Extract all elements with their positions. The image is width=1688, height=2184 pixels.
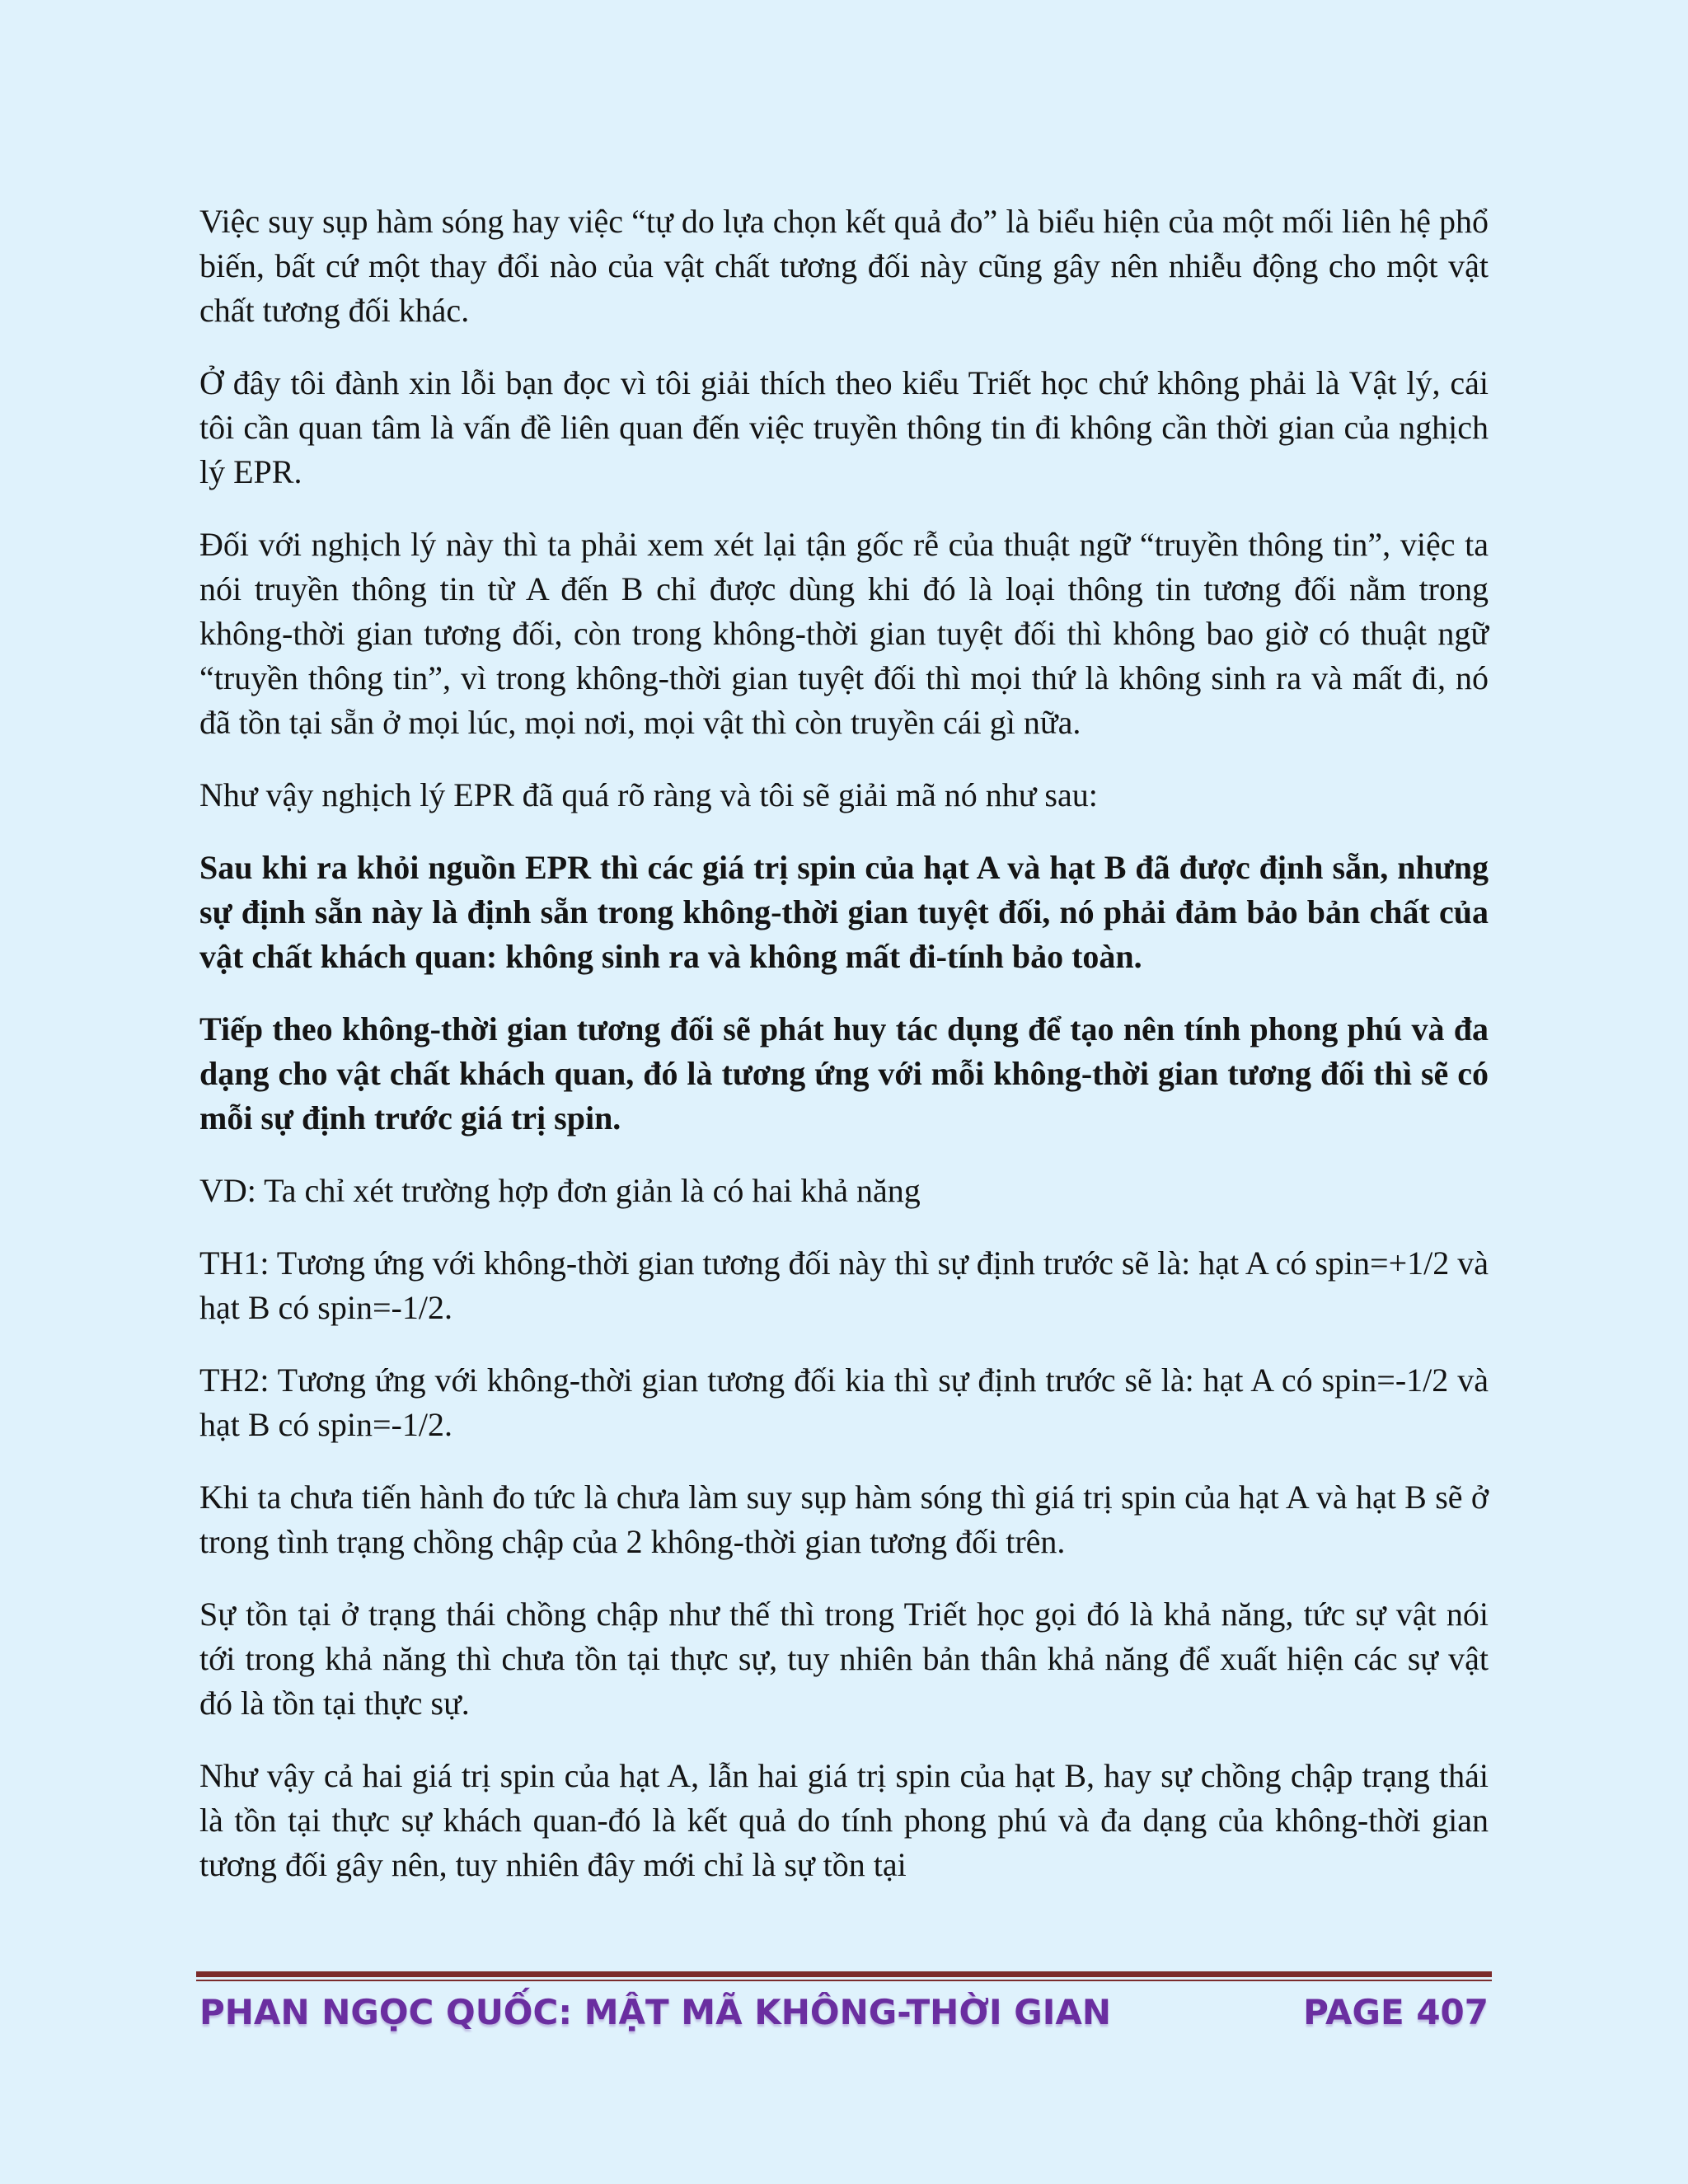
page-footer bbox=[199, 1986, 1489, 2039]
footer-divider-thick bbox=[196, 1971, 1492, 1977]
footer-page-number: PAGE 407 bbox=[1303, 1992, 1489, 2032]
footer-divider-thin bbox=[196, 1980, 1492, 1981]
paragraph-7: VD: Ta chỉ xét trường hợp đơn giản là có hai khả năng bbox=[199, 1172, 921, 1209]
paragraph-6-bold: Tiếp theo không-thời gian tương đối sẽ phát huy tác dụng để tạo nên tính phong phú và đa dạng cho vật chất khách quan, đó là tương ứng với mỗi không-thời gian tương đối thì sẽ có mỗi sự định trước giá trị spin. bbox=[199, 1010, 1489, 1137]
paragraph-9: TH2: Tương ứng với không-thời gian tương đối kia thì sự định trước sẽ là: hạt A có spin=-1/2 và hạt B có spin=-1/2. bbox=[199, 1361, 1489, 1443]
paragraph-8: TH1: Tương ứng với không-thời gian tương đối này thì sự định trước sẽ là: hạt A có spin=+1/2 và hạt B có spin=-1/2. bbox=[199, 1244, 1489, 1326]
paragraph-5-bold: Sau khi ra khỏi nguồn EPR thì các giá trị spin của hạt A và hạt B đã được định sẵn, nhưng sự định sẵn này là định sẵn trong không-thời gian tuyệt đối, nó phải đảm bảo bản chất của vật chất khách quan: không sinh ra và không mất đi-tính bảo toàn. bbox=[199, 849, 1489, 975]
paragraph-2: Ở đây tôi đành xin lỗi bạn đọc vì tôi giải thích theo kiểu Triết học chứ không phải là Vật lý, cái tôi cần quan tâm là vấn đề liên quan đến việc truyền thông tin đi không cần thời gian của nghịch lý EPR. bbox=[199, 364, 1489, 490]
footer-book-title: PHAN NGỌC QUỐC: MẬT MÃ KHÔNG-THỜI GIAN bbox=[199, 1992, 1112, 2032]
paragraph-12: Như vậy cả hai giá trị spin của hạt A, lẫn hai giá trị spin của hạt B, hay sự chồng chập trạng thái là tồn tại thực sự khách quan-đó là kết quả do tính phong phú và đa dạng của không-thời gian tương đối gây nên, tuy nhiên đây mới chỉ là sự tồn tại bbox=[199, 1757, 1489, 1883]
paragraph-1: Việc suy sụp hàm sóng hay việc “tự do lựa chọn kết quả đo” là biểu hiện của một mối liên hệ phổ biến, bất cứ một thay đổi nào của vật chất tương đối này cũng gây nên nhiễu động cho một vật chất tương đối khác. bbox=[199, 203, 1489, 329]
footer-divider bbox=[196, 1971, 1492, 1982]
paragraph-3: Đối với nghịch lý này thì ta phải xem xét lại tận gốc rễ của thuật ngữ “truyền thông tin”, việc ta nói truyền thông tin từ A đến B chỉ được dùng khi đó là loại thông tin tương đối nằm trong không-thời gian tương đối, còn trong không-thời gian tuyệt đối thì không bao giờ có thuật ngữ “truyền thông tin”, vì trong không-thời gian tuyệt đối thì mọi thứ là không sinh ra và mất đi, nó đã tồn tại sẵn ở mọi lúc, mọi nơi, mọi vật thì còn truyền cái gì nữa. bbox=[199, 526, 1489, 741]
paragraph-10: Khi ta chưa tiến hành đo tức là chưa làm suy sụp hàm sóng thì giá trị spin của hạt A và hạt B sẽ ở trong tình trạng chồng chập của 2 không-thời gian tương đối trên. bbox=[199, 1479, 1489, 1560]
paragraph-4: Như vậy nghịch lý EPR đã quá rõ ràng và tôi sẽ giải mã nó như sau: bbox=[199, 776, 1098, 813]
body-text bbox=[199, 199, 1489, 1915]
paragraph-11: Sự tồn tại ở trạng thái chồng chập như thế thì trong Triết học gọi đó là khả năng, tức sự vật nói tới trong khả năng thì chưa tồn tại thực sự, tuy nhiên bản thân khả năng để xuất hiện các sự vật đó là tồn tại thực sự. bbox=[199, 1596, 1489, 1722]
